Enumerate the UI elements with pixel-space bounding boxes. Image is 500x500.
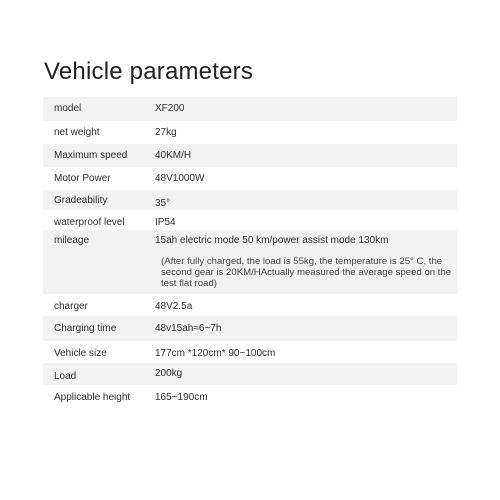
spec-row-mileage (43, 230, 457, 294)
spec-label: Maximum speed (54, 150, 128, 161)
spec-label: waterproof level (54, 217, 125, 228)
spec-value: XF200 (155, 103, 185, 114)
mileage-value: 15ah electric mode 50 km/power assist mode 130km (155, 235, 389, 246)
spec-row-motor-power (43, 167, 457, 190)
spec-row-net-weight (43, 121, 457, 144)
spec-label: Applicable height (54, 392, 131, 403)
spec-label: net weight (54, 127, 100, 138)
spec-row-load (43, 363, 457, 385)
spec-value (155, 235, 457, 289)
spec-value: 40KM/H (155, 150, 192, 161)
spec-label: Load (54, 371, 77, 382)
spec-label: charger (54, 301, 88, 312)
spec-row-charging-time (43, 316, 457, 341)
spec-table (43, 97, 457, 407)
spec-value: 165~190cm (155, 392, 208, 403)
spec-value: 48v15ah≈6~7h (155, 323, 222, 334)
spec-label: Motor Power (54, 173, 111, 184)
spec-row-applicable-height (43, 385, 457, 407)
spec-label: Vehicle size (54, 348, 107, 359)
spec-value: 177cm *120cm* 90~100cm (155, 348, 276, 359)
spec-row-waterproof-level (43, 210, 457, 230)
spec-row-model (43, 97, 457, 121)
spec-row-gradeability (43, 190, 457, 210)
spec-value: 35° (155, 198, 171, 209)
spec-value: 48V2.5a (155, 301, 193, 312)
mileage-note: (After fully charged, the load is 55kg, the temperature is 25° C, the second gear is 20KM/HActually measured the average speed on the test flat road) (161, 256, 452, 289)
spec-value: IP54 (155, 217, 176, 228)
spec-value: 48V1000W (155, 173, 205, 184)
page-title: Vehicle parameters (44, 58, 254, 85)
spec-label: Gradeability (54, 195, 108, 206)
spec-label: Charging time (54, 323, 117, 334)
spec-label: mileage (54, 235, 90, 246)
spec-row-vehicle-size (43, 341, 457, 363)
spec-value: 27kg (155, 127, 177, 138)
spec-row-maximum-speed (43, 144, 457, 167)
spec-row-charger (43, 294, 457, 316)
spec-value: 200kg (155, 368, 183, 379)
spec-label: model (54, 103, 82, 114)
